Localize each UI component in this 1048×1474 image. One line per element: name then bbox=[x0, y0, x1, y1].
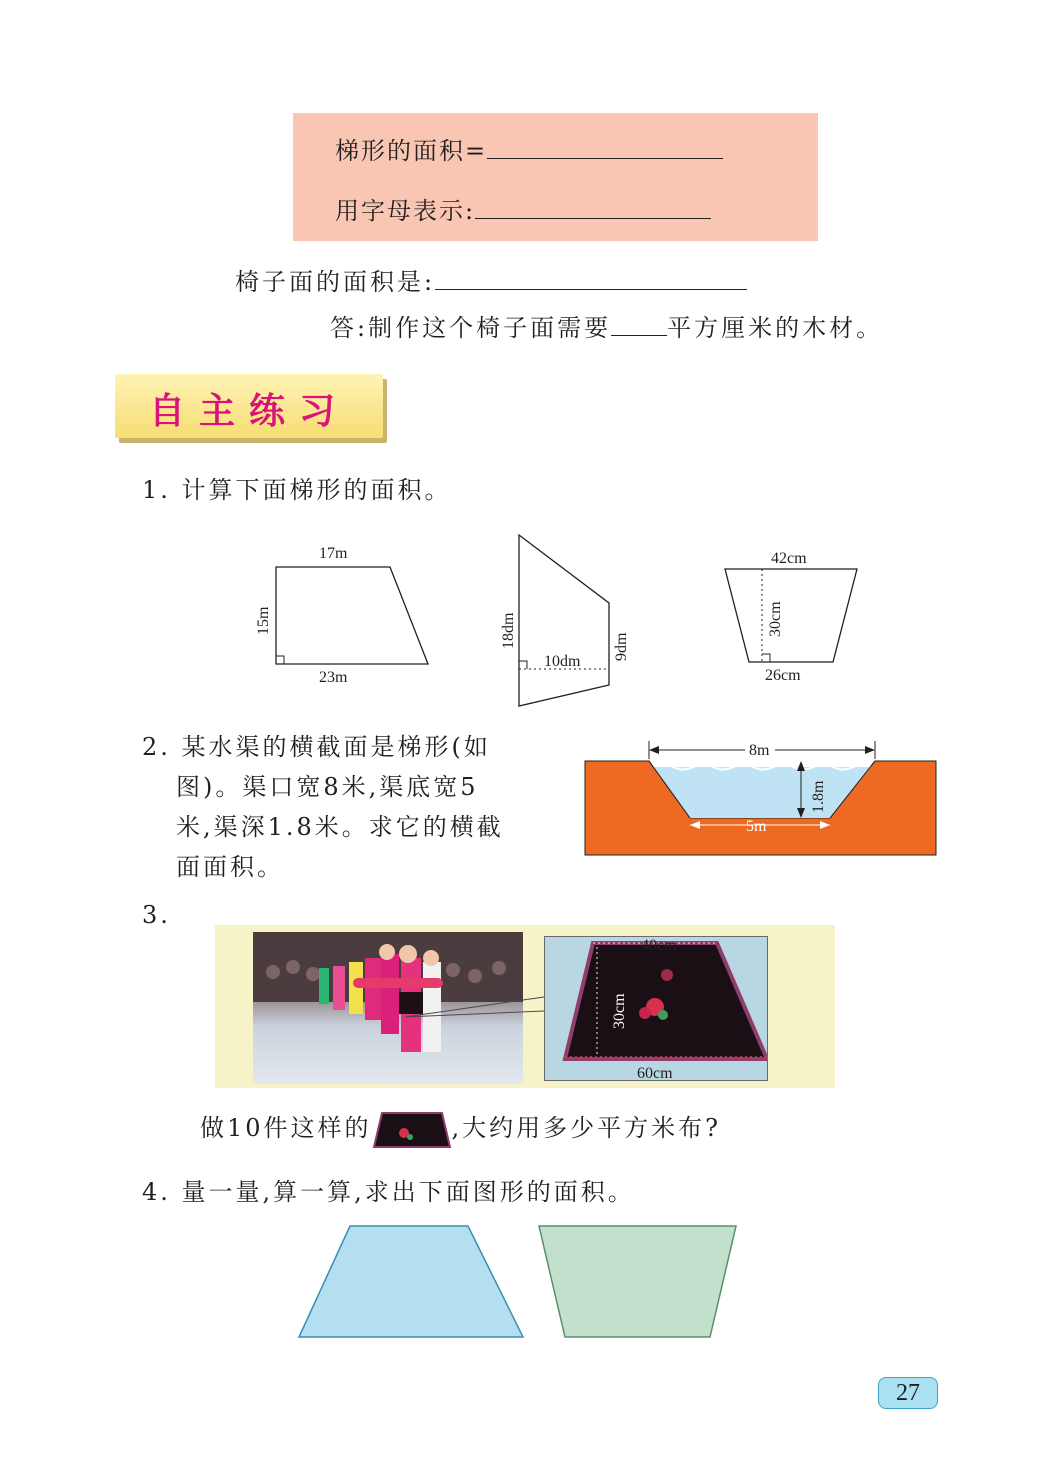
chair-answer-blank[interactable] bbox=[611, 335, 667, 336]
q3-photo-panel bbox=[215, 925, 835, 1088]
apron-thumbnail-drawing bbox=[372, 1111, 452, 1149]
q4-green-trapezoid bbox=[539, 1226, 736, 1337]
canal-bottom-label: 5m bbox=[746, 818, 767, 835]
apron-top-label: 40cm bbox=[641, 937, 677, 954]
q2-text bbox=[142, 727, 504, 887]
canal-diagram bbox=[583, 735, 943, 860]
chair-area-blank[interactable] bbox=[435, 289, 747, 290]
formula-box bbox=[293, 113, 818, 241]
q4-text: 4. 量一量,算一算,求出下面图形的面积。 bbox=[142, 1178, 635, 1206]
apron-height-label: 30cm bbox=[611, 993, 628, 1029]
formula-line-letters bbox=[335, 191, 711, 226]
page-number: 27 bbox=[878, 1377, 938, 1409]
q1-trapezoid-3 bbox=[725, 550, 857, 684]
chair-area-label: 椅子面的面积是: bbox=[235, 268, 436, 296]
formula-area-blank[interactable] bbox=[487, 158, 723, 159]
fig2-height-label: 10dm bbox=[544, 653, 581, 670]
q4-blue-trapezoid bbox=[299, 1226, 523, 1337]
formula-letters-blank[interactable] bbox=[475, 218, 711, 219]
q1-text: 1. 计算下面梯形的面积。 bbox=[142, 476, 452, 504]
section-banner bbox=[115, 374, 383, 438]
fig2-left-label: 18dm bbox=[500, 612, 517, 649]
apron-drawing bbox=[545, 937, 767, 1080]
q2-line-2: 图)。渠口宽8米,渠底宽5 bbox=[176, 773, 479, 801]
fig1-height-label: 15m bbox=[255, 606, 272, 635]
fig1-bottom-label: 23m bbox=[319, 669, 348, 686]
apron-thumbnail bbox=[372, 1111, 452, 1149]
q3-question bbox=[200, 1108, 721, 1149]
fig3-bottom-label: 26cm bbox=[765, 667, 801, 684]
fig3-height-label: 30cm bbox=[767, 601, 784, 637]
q1-trapezoid-1 bbox=[255, 545, 428, 686]
fig3-top-label: 42cm bbox=[771, 550, 807, 567]
formula-area-label: 梯形的面积= bbox=[335, 137, 488, 165]
q3-question-suffix: ,大约用多少平方米布? bbox=[451, 1114, 722, 1142]
q1-trapezoid-2 bbox=[500, 535, 630, 706]
q3-question-prefix: 做10件这样的 bbox=[200, 1114, 372, 1142]
canal-top-label: 8m bbox=[749, 742, 770, 759]
q3-number: 3. bbox=[142, 901, 171, 929]
chair-answer-line bbox=[330, 308, 883, 343]
q1-figures bbox=[240, 525, 890, 715]
fig2-right-label: 9dm bbox=[613, 632, 630, 661]
chair-answer-suffix: 平方厘米的木材。 bbox=[667, 314, 884, 342]
q2-line-1: 2. 某水渠的横截面是梯形(如 bbox=[142, 733, 491, 761]
apron-inset bbox=[544, 936, 768, 1081]
chair-answer-prefix: 答:制作这个椅子面需要 bbox=[330, 314, 612, 342]
chair-area-line bbox=[235, 262, 747, 297]
fig1-top-label: 17m bbox=[319, 545, 348, 562]
apron-bottom-label: 60cm bbox=[637, 1065, 673, 1080]
q2-line-3: 米,渠深1.8米。求它的横截 bbox=[176, 813, 504, 841]
q2-line-4: 面面积。 bbox=[176, 853, 284, 881]
formula-line-area bbox=[335, 131, 723, 166]
formula-letters-label: 用字母表示: bbox=[335, 197, 476, 225]
section-title: 自主练习 bbox=[148, 391, 349, 432]
canal-depth-label: 1.8m bbox=[810, 780, 827, 813]
q4-figures bbox=[295, 1222, 745, 1342]
